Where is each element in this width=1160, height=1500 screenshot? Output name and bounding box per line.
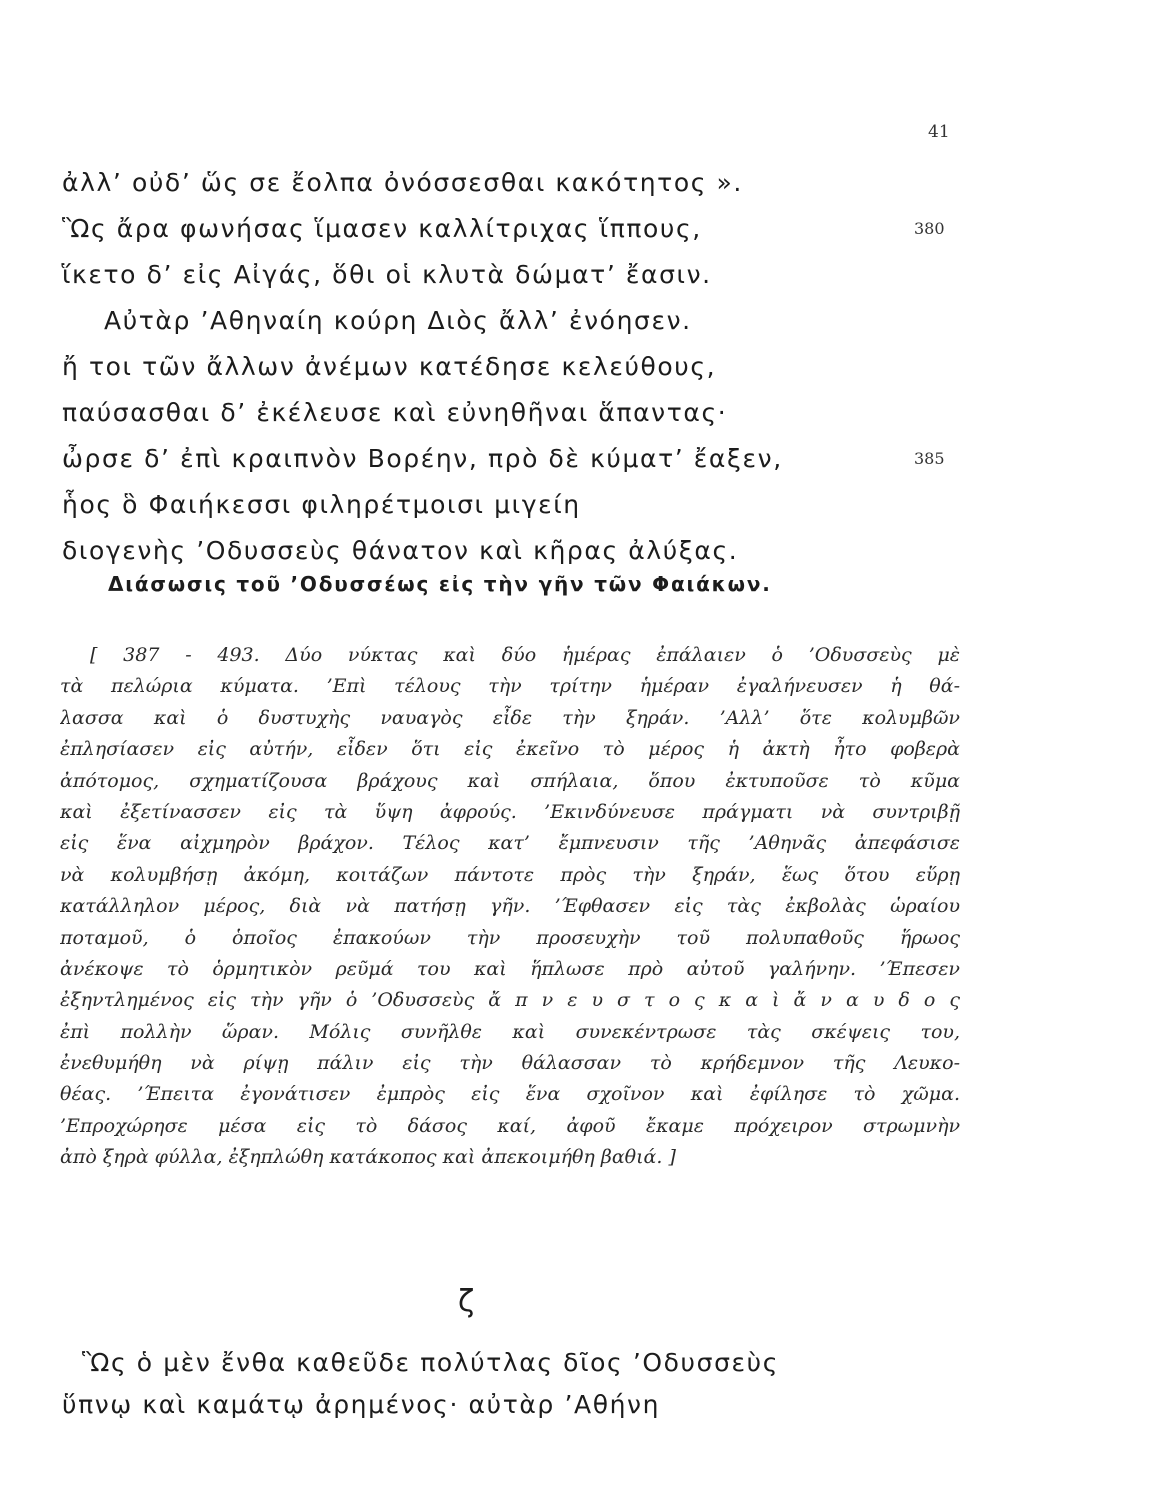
verse-text: Αὐτὰρ ’Αθηναίη κούρη Διὸς ἄλλ’ ἐνόησεν. <box>104 306 692 335</box>
verse-line <box>62 482 962 528</box>
summary-line: τὰ πελώρια κύματα. ’Επὶ τέλους τὴν τρίτην ἡμέραν ἐγαλήνευσεν ἡ θά- <box>60 675 960 698</box>
verse-line <box>62 252 962 298</box>
summary-line: λασσα καὶ ὁ δυστυχὴς ναυαγὸς εἶδε τὴν ξηράν. ’Αλλ’ ὅτε κολυμβῶν <box>60 706 960 729</box>
verse-line: Ὣς ὁ μὲν ἔνθα καθεῦδε πολύτλας δῖος ’Οδυσσεὺς <box>82 1348 779 1377</box>
summary-line: εἰς ἕνα αἰχμηρὸν βράχον. Τέλος κατ’ ἔμπνευσιν τῆς ’Αθηνᾶς ἀπεφάσισε <box>60 832 960 855</box>
page-number: 41 <box>928 122 950 142</box>
verse-line <box>62 436 962 482</box>
verse-block-bottom <box>62 1342 962 1426</box>
verse-line <box>62 206 962 252</box>
section-title: Διάσωσις τοῦ ’Οδυσσέως εἰς τὴν γῆν τῶν Φαιάκων. <box>108 572 772 596</box>
verse-text: ἤ τοι τῶν ἄλλων ἀνέμων κατέδησε κελεύθους, <box>62 352 717 381</box>
line-number: 380 <box>914 219 945 238</box>
verse-line <box>62 344 962 390</box>
verse-line: ὕπνῳ καὶ καμάτῳ ἀρημένος· αὐτὰρ ’Αθήνη <box>62 1390 661 1419</box>
summary-line: ἐπλησίασεν εἰς αὐτήν, εἶδεν ὅτι εἰς ἐκεῖνο τὸ μέρος ἡ ἀκτὴ ἦτο φοβερὰ <box>60 738 960 761</box>
summary-line: θέας. ’Έπειτα ἐγονάτισεν ἐμπρὸς εἰς ἕνα σχοῖνον καὶ ἐφίλησε τὸ χῶμα. <box>60 1083 960 1106</box>
summary-line: ἐξηντλημένος εἰς τὴν γῆν ὁ ’Οδυσσεὺς ἄ π ν ε υ σ τ ο ς κ α ὶ ἄ ν α υ δ ο ς <box>60 989 960 1012</box>
verse-text: ὦρσε δ’ ἐπὶ κραιπνὸν Βορέην, πρὸ δὲ κύματ’ ἔαξεν, <box>62 444 783 473</box>
summary-line: ποταμοῦ, ὁ ὁποῖος ἐπακούων τὴν προσευχὴν τοῦ πολυπαθοῦς ἥρωος <box>60 926 960 949</box>
verse-text: διογενὴς ’Οδυσσεὺς θάνατον καὶ κῆρας ἀλύξας. <box>62 536 739 565</box>
summary-line: καὶ ἐξετίνασσεν εἰς τὰ ὕψη ἀφρούς. ’Εκινδύνευσε πράγματι νὰ συντριβῇ <box>60 800 960 823</box>
verse-text: ἧος ὃ Φαιήκεσσι φιληρέτμοισι μιγείη <box>62 490 581 519</box>
book-letter: ζ <box>458 1284 475 1319</box>
line-number: 385 <box>914 449 945 468</box>
summary-paragraph <box>60 640 960 1174</box>
verse-line <box>62 298 962 344</box>
verse-block-top <box>62 160 962 574</box>
summary-line: ἀπὸ ξηρὰ φύλλα, ἐξηπλώθη κατάκοπος καὶ ἀπεκοιμήθη βαθιά. ] <box>60 1146 676 1169</box>
verse-line <box>62 160 962 206</box>
verse-line <box>62 528 962 574</box>
verse-text: ἵκετο δ’ εἰς Αἰγάς, ὅθι οἱ κλυτὰ δώματ’ ἔασιν. <box>62 260 712 289</box>
verse-text: παύσασθαι δ’ ἐκέλευσε καὶ εὐνηθῆναι ἅπαντας· <box>62 398 728 427</box>
summary-line: ’Επροχώρησε μέσα εἰς τὸ δάσος καί, ἀφοῦ ἔκαμε πρόχειρον στρωμνὴν <box>60 1114 960 1137</box>
summary-line: [ 387 - 493. Δύο νύκτας καὶ δύο ἡμέρας ἐπάλαιεν ὁ ’Οδυσσεὺς μὲ <box>90 644 960 666</box>
verse-text: ἀλλ’ οὐδ’ ὥς σε ἔολπα ὀνόσσεσθαι κακότητος ». <box>62 168 743 197</box>
verse-text: Ὣς ἄρα φωνήσας ἵμασεν καλλίτριχας ἵππους, <box>62 214 702 243</box>
verse-line <box>62 390 962 436</box>
summary-line: κατάλληλον μέρος, διὰ νὰ πατήσῃ γῆν. ’Έφθασεν εἰς τὰς ἐκβολὰς ὡραίου <box>60 895 960 918</box>
summary-line: ἐνεθυμήθη νὰ ρίψῃ πάλιν εἰς τὴν θάλασσαν τὸ κρήδεμνον τῆς Λευκο- <box>60 1052 960 1075</box>
summary-line: ἐπὶ πολλὴν ὥραν. Μόλις συνῆλθε καὶ συνεκέντρωσε τὰς σκέψεις του, <box>60 1020 960 1043</box>
summary-line: ἀπότομος, σχηματίζουσα βράχους καὶ σπήλαια, ὅπου ἐκτυποῦσε τὸ κῦμα <box>60 769 960 792</box>
summary-line: νὰ κολυμβήσῃ ἀκόμη, κοιτάζων πάντοτε πρὸς τὴν ξηράν, ἕως ὅτου εὕρῃ <box>60 863 960 886</box>
summary-line: ἀνέκοψε τὸ ὁρμητικὸν ρεῦμά του καὶ ἥπλωσε πρὸ αὐτοῦ γαλήνην. ’Έπεσεν <box>60 957 960 980</box>
